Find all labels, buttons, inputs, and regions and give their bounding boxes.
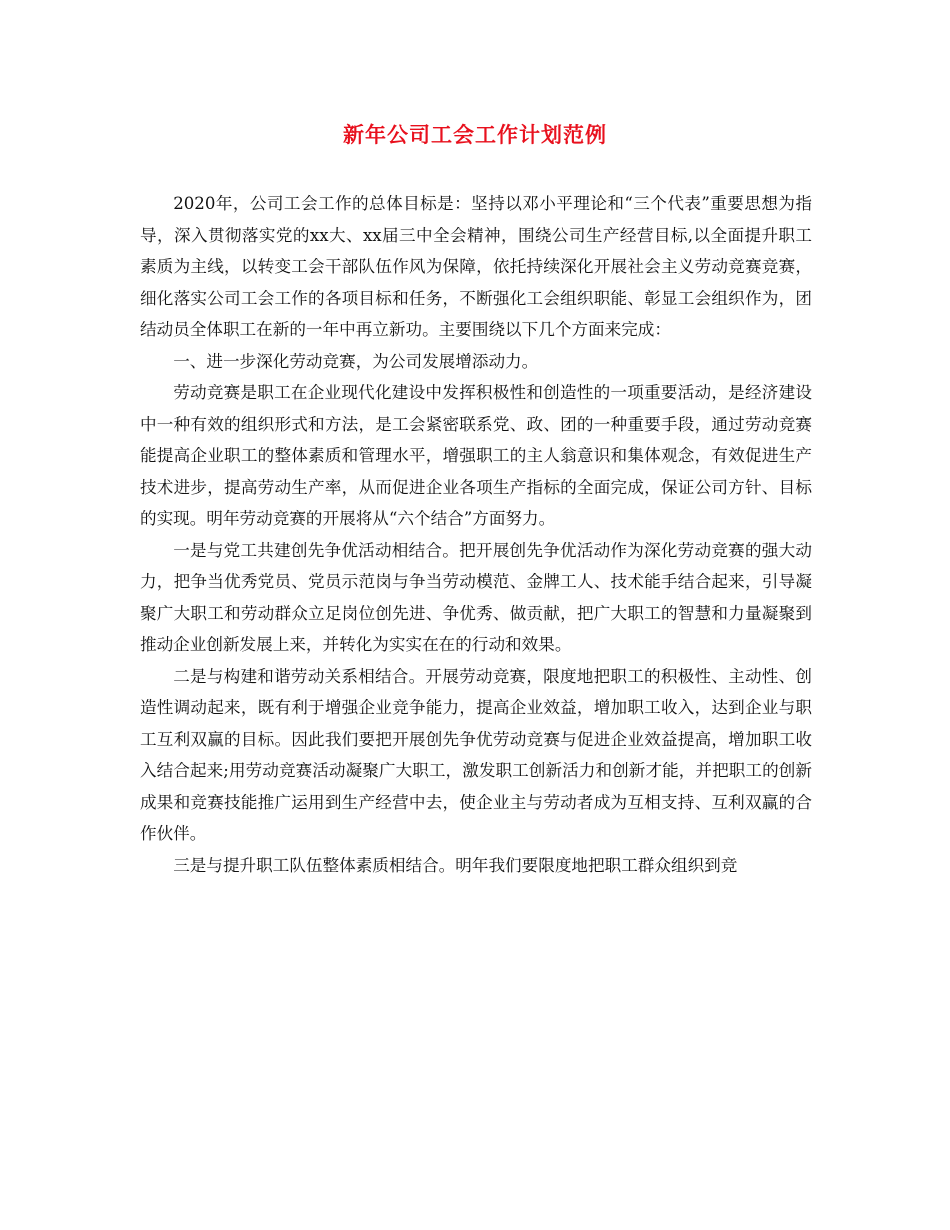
document-title: 新年公司工会工作计划范例 xyxy=(343,122,607,147)
paragraph-section-heading: 一、进一步深化劳动竞赛，为公司发展增添动力。 xyxy=(173,351,539,371)
paragraph-point-one: 一是与党工共建创先争优活动相结合。把开展创先争优活动作为深化劳动竞赛的强大动力，把争当优秀党员、党员示范岗与争当劳动模范、金牌工人、技术能手结合起来，引导凝聚广大职工和劳动群众立足岗位创先进、争优秀、做贡献，把广大职工的智慧和力量凝聚到推动企业创新发展上来，并转化为实实在在的行动和效果。 xyxy=(140,540,812,654)
paragraph-competition-overview: 劳动竞赛是职工在企业现代化建设中发挥积极性和创造性的一项重要活动，是经济建设中一种有效的组织形式和方法，是工会紧密联系党、政、团的一种重要手段，通过劳动竞赛能提高企业职工的整体素质和管理水平，增强职工的主人翁意识和集体观念，有效促进生产技术进步，提高劳动生产率，从而促进企业各项生产指标的全面完成，保证公司方针、目标的实现。明年劳动竞赛的开展将从“六个结合”方面努力。 xyxy=(140,383,812,528)
paragraph-point-two: 二是与构建和谐劳动关系相结合。开展劳动竞赛，限度地把职工的积极性、主动性、创造性调动起来，既有利于增强企业竞争能力，提高企业效益，增加职工收入，达到企业与职工互利双赢的目标。因此我们要把开展创先争优劳动竞赛与促进企业效益提高，增加职工收入结合起来;用劳动竞赛活动凝聚广大职工，激发职工创新活力和创新才能，并把职工的创新成果和竞赛技能推广运用到生产经营中去，使企业主与劳动者成为互相支持、互利双赢的合作伙伴。 xyxy=(140,666,812,843)
paragraph-intro: 2020年，公司工会工作的总体目标是：坚持以邓小平理论和“三个代表”重要思想为指导，深入贯彻落实党的xx大、xx届三中全会精神，围绕公司生产经营目标,以全面提升职工素质为主线，以转变工会干部队伍作风为保障，依托持续深化开展社会主义劳动竞赛竞赛，细化落实公司工会工作的各项目标和任务，不断强化工会组织职能、彰显工会组织作为，团结动员全体职工在新的一年中再立新功。主要围绕以下几个方面来完成： xyxy=(140,194,812,339)
paragraph-point-three: 三是与提升职工队伍整体素质相结合。明年我们要限度地把职工群众组织到竞 xyxy=(173,855,738,875)
document-body xyxy=(140,188,812,881)
